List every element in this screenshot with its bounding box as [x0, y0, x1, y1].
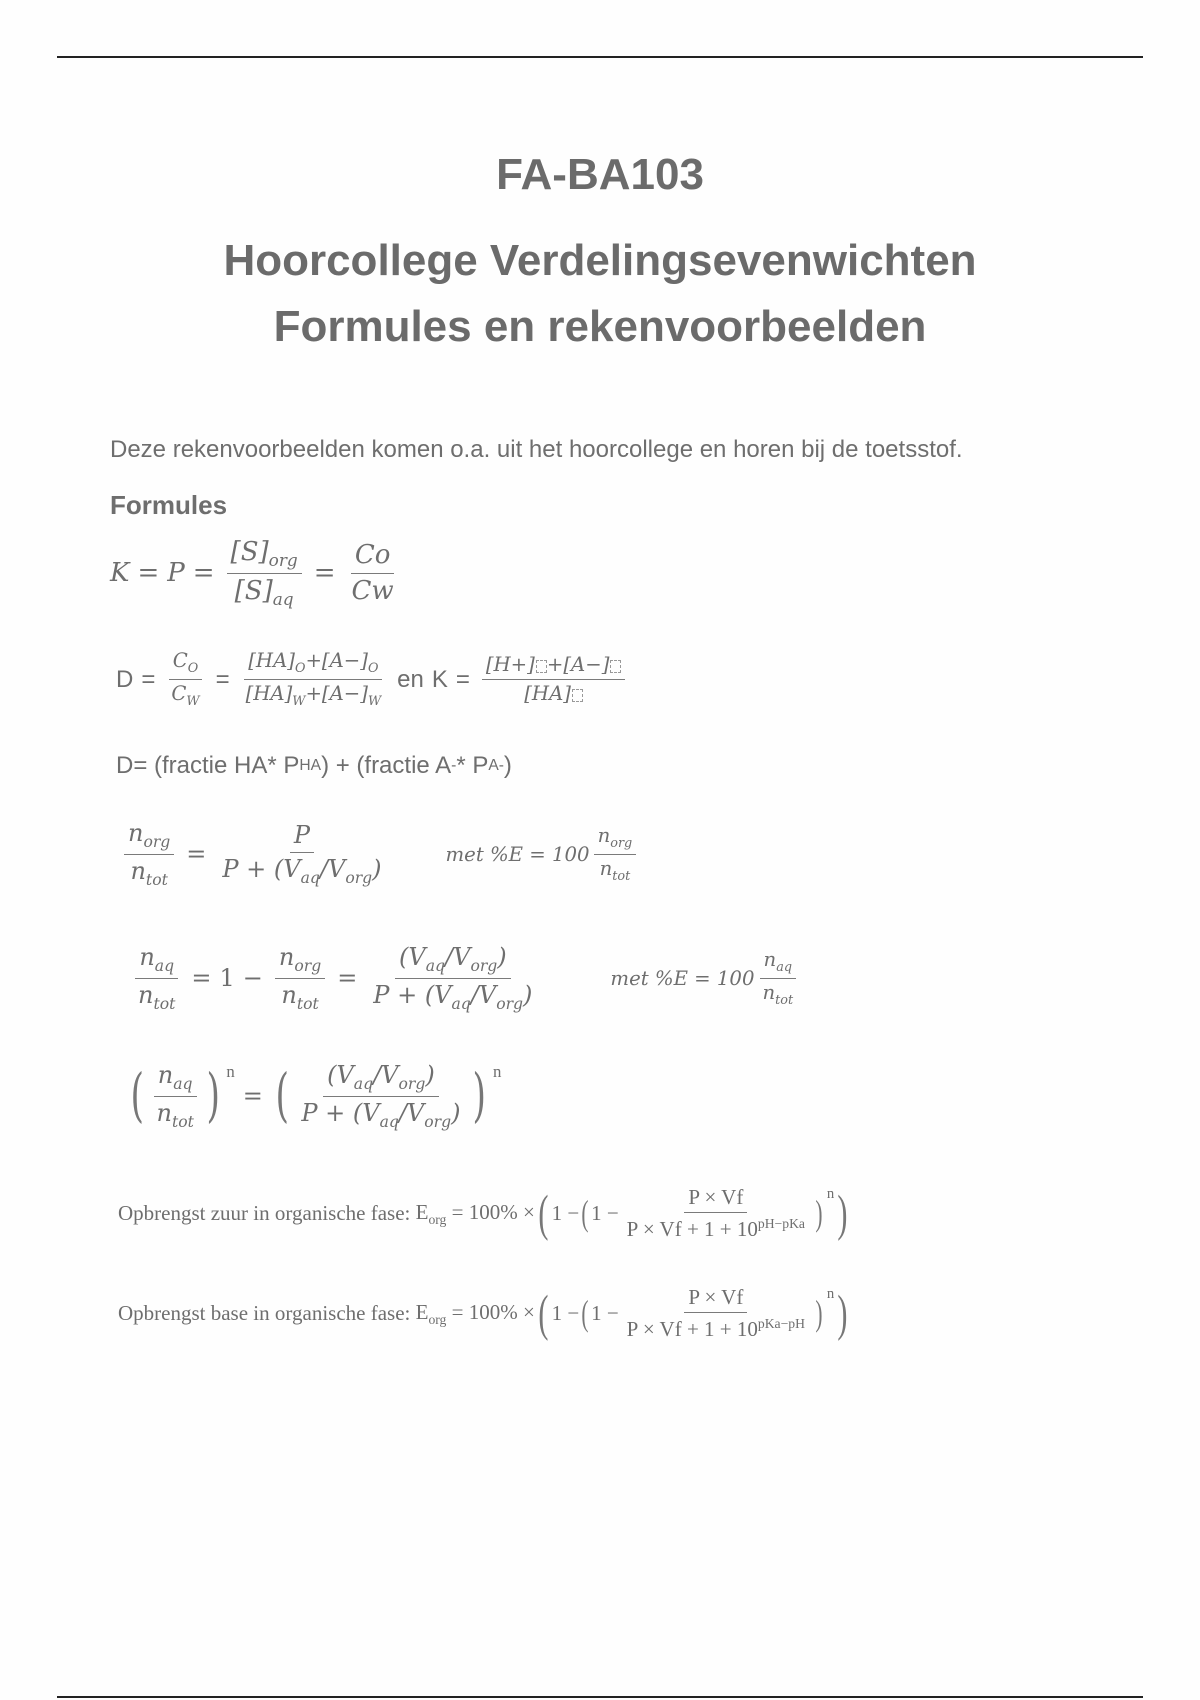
fractie-a-star: * P — [456, 752, 489, 779]
top-rule — [57, 56, 1143, 58]
en-label: en — [397, 665, 424, 693]
sub-a: A- — [488, 757, 504, 774]
course-code: FA-BA103 — [496, 150, 704, 199]
page-title-line2: Formules en rekenvoorbeelden — [273, 302, 927, 351]
base-exponent: pKa−pH — [757, 1316, 805, 1332]
formula-n-extractions: ( $\frac{n_{aq}}{n_{tot}}$ ) n = ( $\frac{(V_{aq}/V_{org})}{P + (V_{aq}/V_{org})}$ ) n — [130, 1061, 502, 1131]
close-paren: ) — [503, 752, 512, 779]
formula-distribution-constant: K = P = $\frac{[S]_{org}}{[S]_{aq}}$ = $\frac{Co}{Cw}$ — [110, 537, 394, 609]
formula-n-org: $\frac{n_{org}}{n_{tot}}$ = $\frac{P}{P + (V_{aq}/V_{org})}$ met %E = 100 $\frac{n_{org}}{n_{tot}}$ — [120, 820, 640, 889]
fractie-ha-text: D= (fractie HA* P — [116, 752, 300, 779]
formula-acid-yield: Opbrengst zuur in organische fase: $E_{org} = 100\%$ × ( 1 − ( 1 − $\frac{P \times Vf}{P \times Vf + 1 + 10^{pH-pKa}}$ ) n ) — [118, 1185, 848, 1242]
intro-paragraph: Deze rekenvoorbeelden komen o.a. uit het hoorcollege en horen bij de toetsstof. — [110, 436, 963, 463]
section-heading: Formules — [110, 490, 228, 520]
formula-base-yield: Opbrengst base in organische fase: $E_{org} = 100\%$ × ( 1 − ( 1 − $\frac{P \times Vf}{P \times Vf + 1 + 10^{pKa-pH}}$ ) n ) — [118, 1285, 848, 1342]
fractie-a-text: ) + (fractie A — [321, 752, 452, 779]
met-label: met — [610, 966, 649, 990]
met-label: met — [445, 842, 484, 866]
page-title-line1: Hoorcollege Verdelingsevenwichten — [223, 236, 977, 285]
sup-minus: - — [451, 757, 457, 774]
sub-ha: HA — [299, 757, 322, 774]
acid-exponent: pH−pKa — [757, 1216, 805, 1232]
acid-yield-label: Opbrengst zuur in organische fase: — [118, 1201, 411, 1226]
base-yield-label: Opbrengst base in organische fase: — [118, 1301, 411, 1326]
formula-n-aq: $\frac{n_{aq}}{n_{tot}}$ = 1 − $\frac{n_{org}}{n_{tot}}$ = $\frac{(V_{aq}/V_{org})}{P + (V_{aq}/V_{org})}$ met %E = 100 $\frac{n_{aq}}{n_{tot}}$ — [130, 944, 801, 1013]
bottom-rule — [57, 1696, 1143, 1698]
formula-d-fractions — [116, 752, 512, 780]
formula-distribution-ratio: D = $\frac{C_O}{C_W}$ = $\frac{[HA]_O+[A-]_O}{[HA]_W+[A-]_W}$ en K = $\frac{[H+] +[A-]}{[HA]}$ — [116, 650, 629, 709]
